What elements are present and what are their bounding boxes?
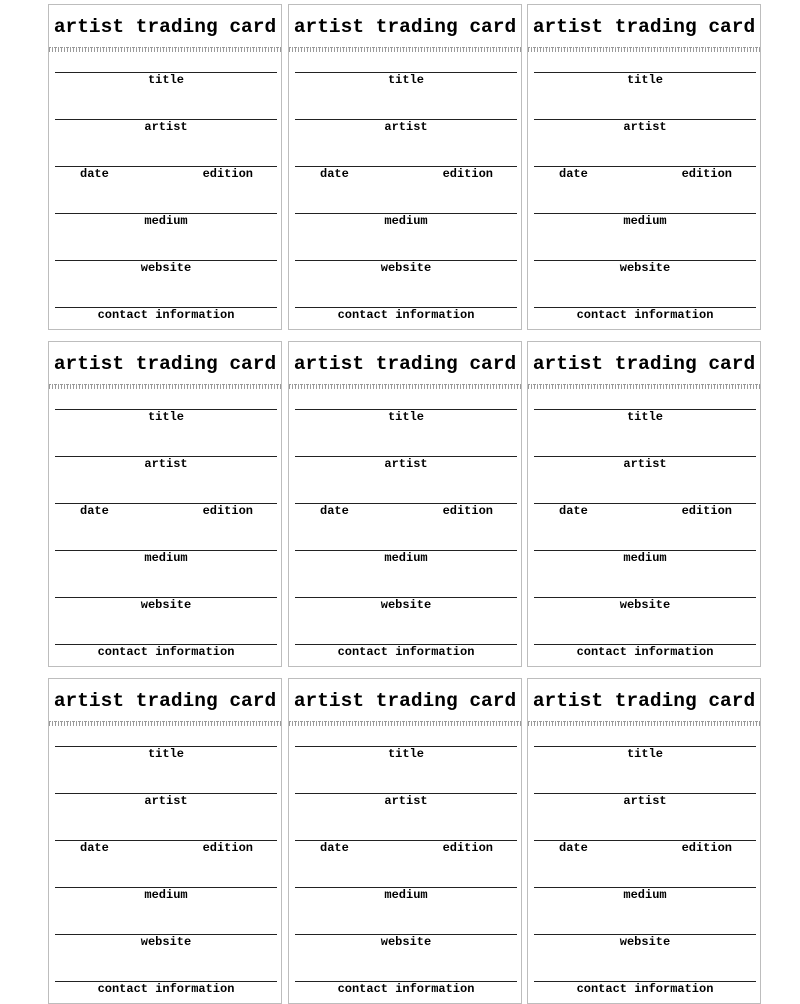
website-field xyxy=(55,934,277,954)
artist-trading-card-r3-c3 xyxy=(527,678,761,1004)
artist-field xyxy=(295,119,517,139)
contact-label: contact information xyxy=(576,308,714,322)
contact-label: contact information xyxy=(97,645,235,659)
date-label: date xyxy=(559,167,588,181)
title-label: title xyxy=(626,410,663,424)
artist-field xyxy=(534,793,756,813)
title-field xyxy=(295,72,517,92)
artist-label: artist xyxy=(623,794,667,808)
artist-label: artist xyxy=(623,457,667,471)
artist-trading-card-r2-c1 xyxy=(48,341,282,667)
title-field xyxy=(534,746,756,766)
edition-label: edition xyxy=(442,841,493,855)
date-label: date xyxy=(559,841,588,855)
card-heading: artist trading card xyxy=(53,690,277,712)
artist-label: artist xyxy=(144,457,188,471)
medium-label: medium xyxy=(623,214,667,228)
date-label: date xyxy=(80,504,109,518)
artist-label: artist xyxy=(623,120,667,134)
medium-field xyxy=(534,550,756,570)
heading-divider xyxy=(289,721,521,726)
website-label: website xyxy=(619,261,671,275)
artist-field xyxy=(55,793,277,813)
website-field xyxy=(295,260,517,280)
website-label: website xyxy=(140,935,192,949)
artist-trading-card-r3-c2 xyxy=(288,678,522,1004)
edition-label: edition xyxy=(681,167,732,181)
date-edition-field xyxy=(295,503,517,523)
artist-field xyxy=(295,793,517,813)
medium-label: medium xyxy=(144,551,188,565)
date-edition-field xyxy=(55,503,277,523)
edition-label: edition xyxy=(202,167,253,181)
edition-label: edition xyxy=(681,504,732,518)
website-field xyxy=(534,260,756,280)
heading-divider xyxy=(528,721,760,726)
contact-label: contact information xyxy=(337,308,475,322)
artist-label: artist xyxy=(384,120,428,134)
heading-divider xyxy=(49,47,281,52)
website-field xyxy=(295,934,517,954)
edition-label: edition xyxy=(681,841,732,855)
artist-trading-card-r2-c2 xyxy=(288,341,522,667)
artist-label: artist xyxy=(144,120,188,134)
medium-label: medium xyxy=(384,551,428,565)
date-edition-field xyxy=(534,166,756,186)
medium-field xyxy=(55,550,277,570)
title-label: title xyxy=(626,73,663,87)
contact-label: contact information xyxy=(576,982,714,996)
card-heading: artist trading card xyxy=(293,353,517,375)
heading-divider xyxy=(49,384,281,389)
contact-label: contact information xyxy=(337,645,475,659)
heading-divider xyxy=(289,47,521,52)
heading-divider xyxy=(289,384,521,389)
card-heading: artist trading card xyxy=(53,16,277,38)
date-label: date xyxy=(80,841,109,855)
medium-field xyxy=(534,887,756,907)
contact-field xyxy=(534,307,756,327)
website-field xyxy=(534,597,756,617)
artist-label: artist xyxy=(144,794,188,808)
date-edition-field xyxy=(55,166,277,186)
website-field xyxy=(55,260,277,280)
contact-field xyxy=(295,644,517,664)
website-label: website xyxy=(380,598,432,612)
title-label: title xyxy=(387,747,424,761)
artist-trading-card-r1-c3 xyxy=(527,4,761,330)
date-label: date xyxy=(320,504,349,518)
artist-label: artist xyxy=(384,794,428,808)
card-heading: artist trading card xyxy=(532,690,756,712)
contact-field xyxy=(55,307,277,327)
title-label: title xyxy=(147,410,184,424)
website-field xyxy=(295,597,517,617)
medium-label: medium xyxy=(144,888,188,902)
card-heading: artist trading card xyxy=(532,353,756,375)
card-heading: artist trading card xyxy=(293,16,517,38)
artist-label: artist xyxy=(384,457,428,471)
website-field xyxy=(55,597,277,617)
date-edition-field xyxy=(295,166,517,186)
title-field xyxy=(295,409,517,429)
medium-field xyxy=(55,887,277,907)
title-field xyxy=(534,409,756,429)
website-label: website xyxy=(619,598,671,612)
edition-label: edition xyxy=(442,504,493,518)
contact-label: contact information xyxy=(97,308,235,322)
artist-trading-card-r1-c1 xyxy=(48,4,282,330)
heading-divider xyxy=(528,47,760,52)
card-heading: artist trading card xyxy=(532,16,756,38)
date-label: date xyxy=(80,167,109,181)
title-label: title xyxy=(626,747,663,761)
contact-field xyxy=(534,981,756,1001)
artist-trading-card-r1-c2 xyxy=(288,4,522,330)
website-label: website xyxy=(140,261,192,275)
contact-field xyxy=(295,981,517,1001)
card-heading: artist trading card xyxy=(293,690,517,712)
date-label: date xyxy=(320,167,349,181)
edition-label: edition xyxy=(442,167,493,181)
date-edition-field xyxy=(295,840,517,860)
website-label: website xyxy=(380,261,432,275)
card-heading: artist trading card xyxy=(53,353,277,375)
date-label: date xyxy=(559,504,588,518)
title-label: title xyxy=(147,73,184,87)
date-label: date xyxy=(320,841,349,855)
artist-trading-card-r3-c1 xyxy=(48,678,282,1004)
website-field xyxy=(534,934,756,954)
artist-field xyxy=(295,456,517,476)
contact-label: contact information xyxy=(97,982,235,996)
medium-label: medium xyxy=(384,888,428,902)
contact-field xyxy=(55,981,277,1001)
website-label: website xyxy=(380,935,432,949)
title-label: title xyxy=(387,73,424,87)
medium-field xyxy=(534,213,756,233)
contact-field xyxy=(295,307,517,327)
website-label: website xyxy=(140,598,192,612)
medium-label: medium xyxy=(144,214,188,228)
contact-label: contact information xyxy=(337,982,475,996)
heading-divider xyxy=(528,384,760,389)
date-edition-field xyxy=(534,503,756,523)
artist-field xyxy=(55,119,277,139)
artist-trading-card-r2-c3 xyxy=(527,341,761,667)
title-field xyxy=(534,72,756,92)
medium-field xyxy=(295,887,517,907)
edition-label: edition xyxy=(202,504,253,518)
title-label: title xyxy=(387,410,424,424)
medium-field xyxy=(295,550,517,570)
title-field xyxy=(55,72,277,92)
medium-label: medium xyxy=(384,214,428,228)
edition-label: edition xyxy=(202,841,253,855)
title-field xyxy=(55,409,277,429)
contact-field xyxy=(534,644,756,664)
medium-label: medium xyxy=(623,888,667,902)
date-edition-field xyxy=(534,840,756,860)
medium-field xyxy=(55,213,277,233)
medium-label: medium xyxy=(623,551,667,565)
website-label: website xyxy=(619,935,671,949)
contact-field xyxy=(55,644,277,664)
title-label: title xyxy=(147,747,184,761)
artist-field xyxy=(55,456,277,476)
title-field xyxy=(55,746,277,766)
heading-divider xyxy=(49,721,281,726)
contact-label: contact information xyxy=(576,645,714,659)
medium-field xyxy=(295,213,517,233)
artist-field xyxy=(534,456,756,476)
title-field xyxy=(295,746,517,766)
artist-field xyxy=(534,119,756,139)
date-edition-field xyxy=(55,840,277,860)
